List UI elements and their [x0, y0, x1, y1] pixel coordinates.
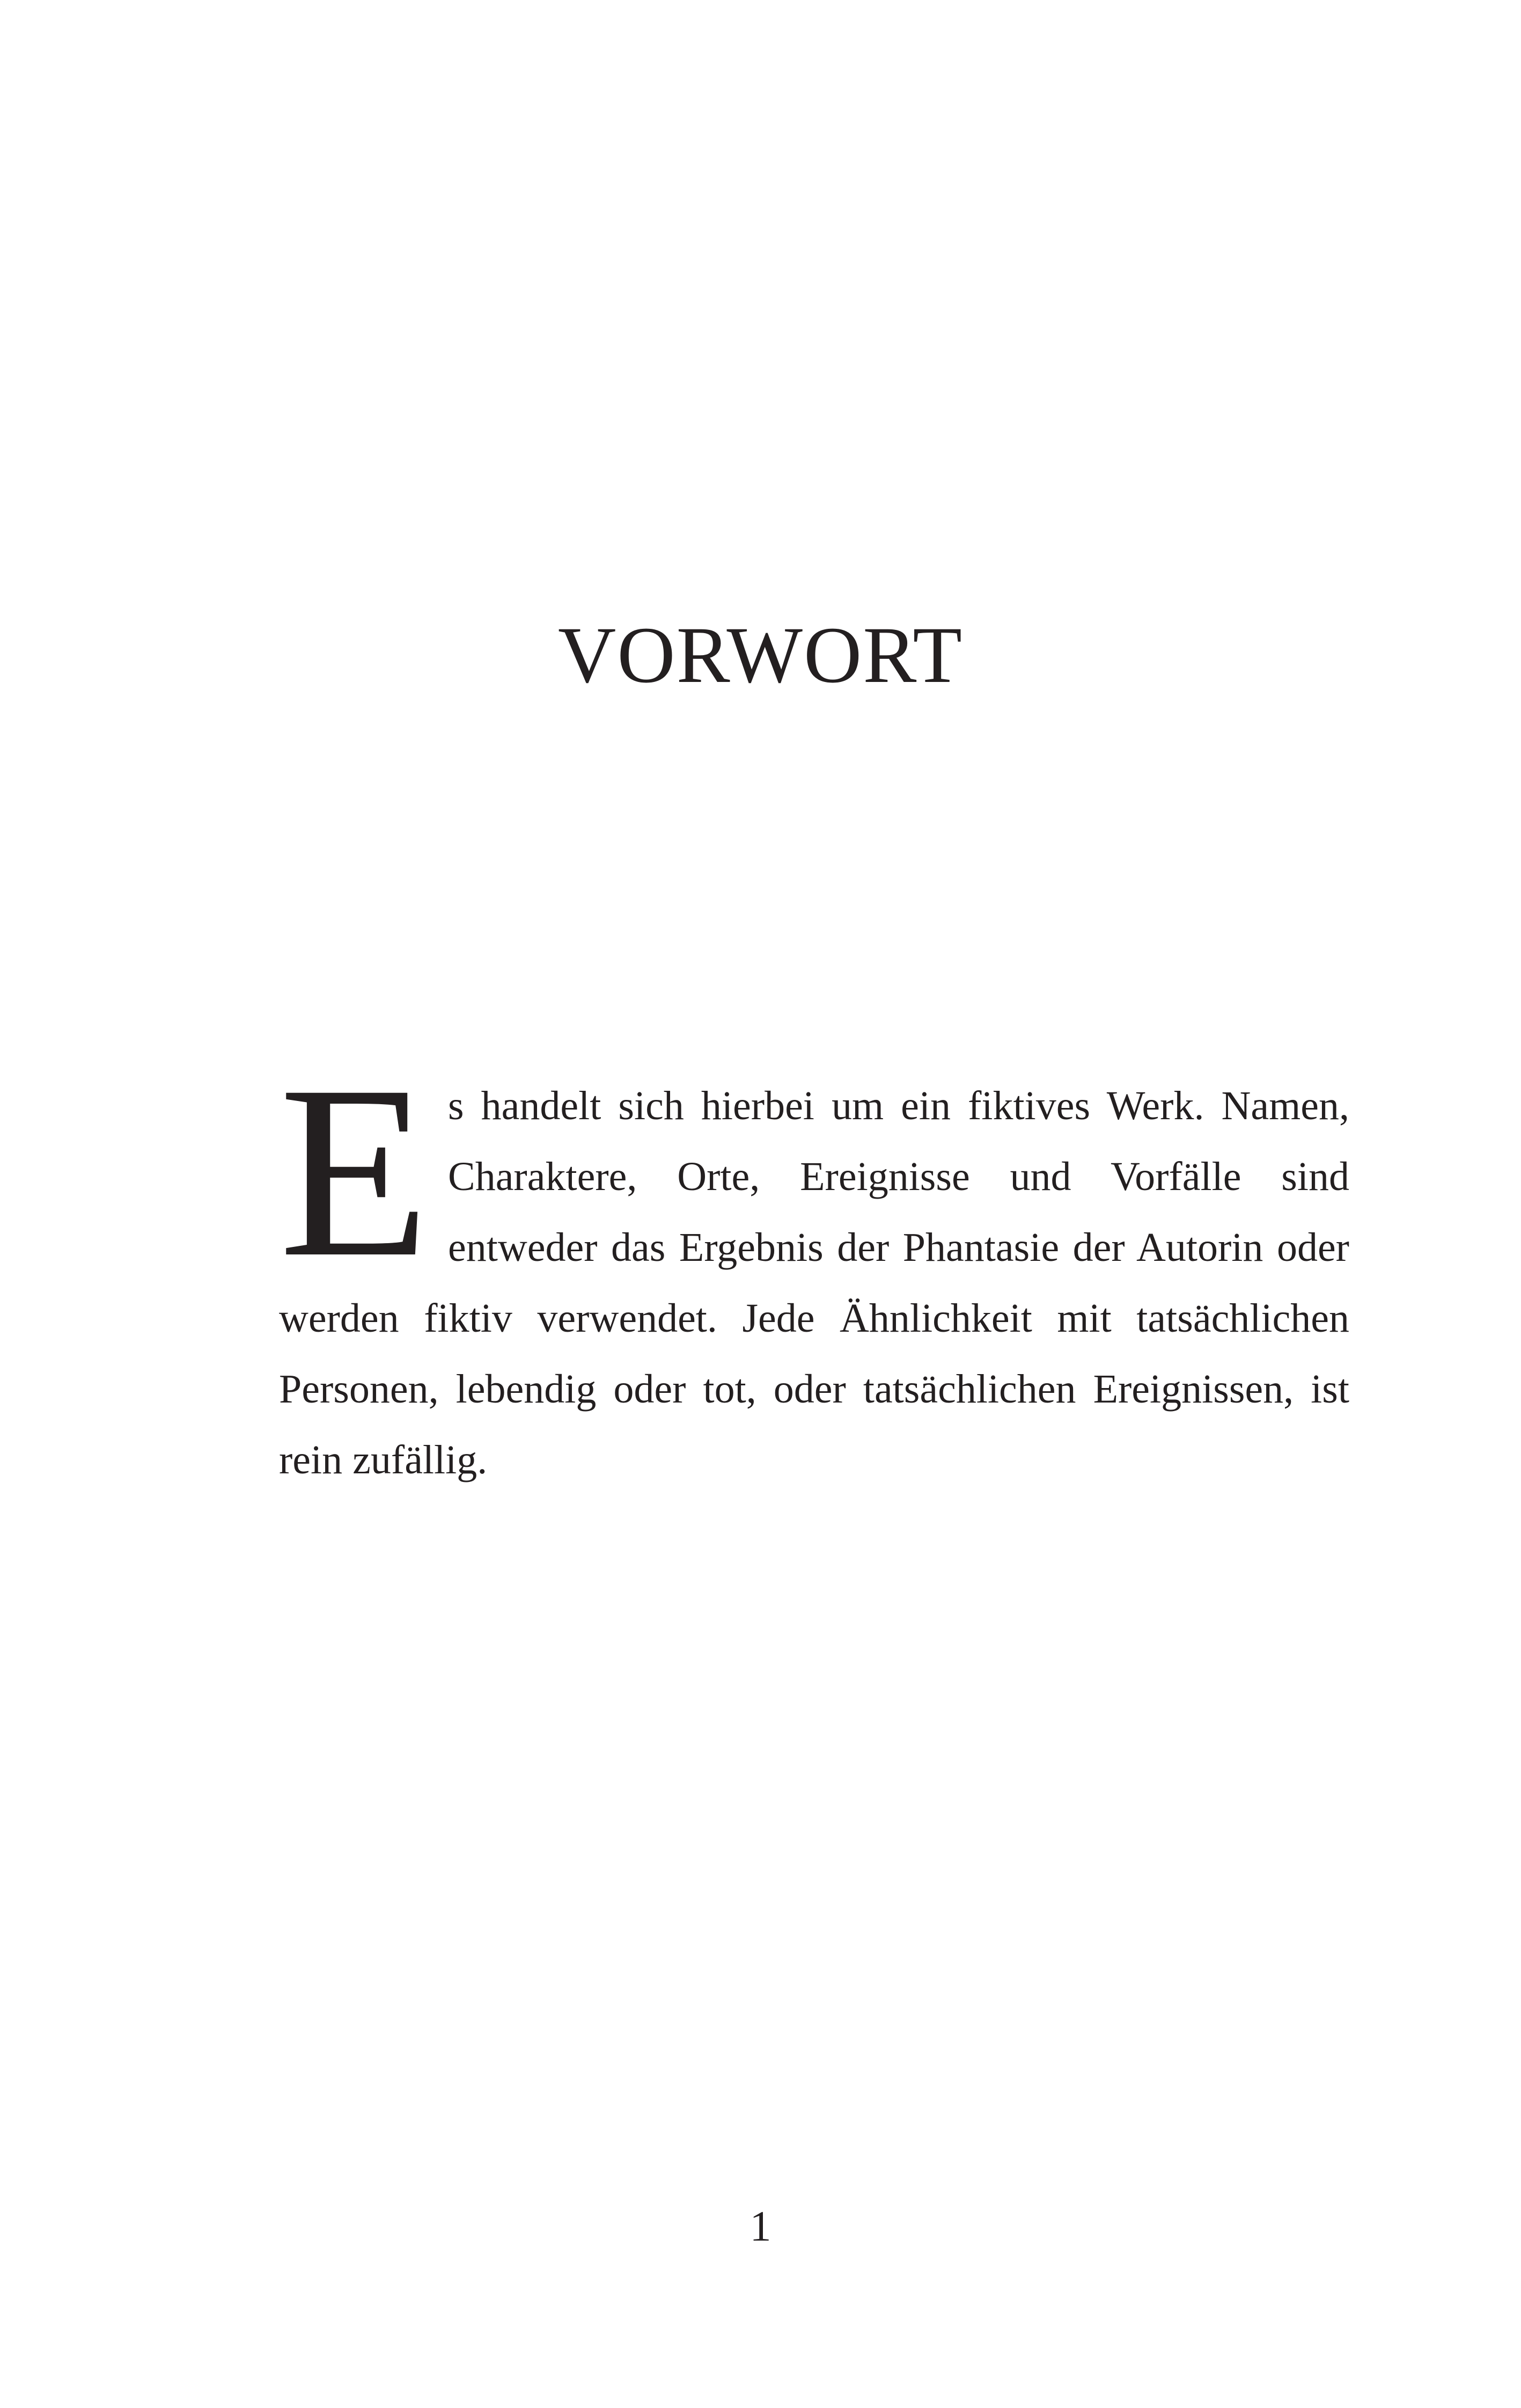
drop-cap-letter: E	[279, 1034, 430, 1308]
page-number: 1	[750, 2203, 771, 2250]
preface-text: s handelt sich hierbei um ein fiktives Werk. Namen, Charaktere, Orte, Ereignisse und Vorfälle sind entweder das Ergebnis der Phantasie der Autorin oder werden fiktiv verwendet. Jede Ähnlichkeit mit tatsächlichen Personen, lebendig oder tot, oder tatsächlichen Ereignissen, ist rein zufällig.	[279, 1083, 1349, 1482]
preface-paragraph	[279, 1034, 1349, 1495]
chapter-title: VORWORT	[558, 610, 963, 700]
